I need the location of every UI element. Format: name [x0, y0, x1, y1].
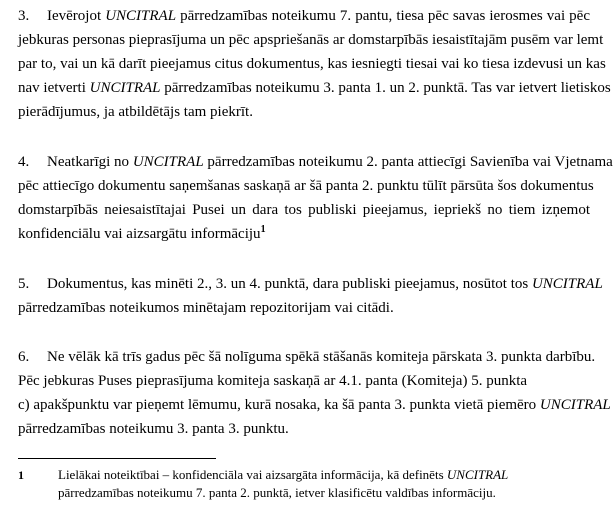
footnote: [18, 466, 590, 502]
paragraph-6: [18, 345, 611, 441]
footnote-separator: [18, 458, 216, 459]
paragraph-5: [18, 272, 603, 320]
paragraph-line: 5. Dokumentus, kas minēti 2., 3. un 4. punktā, dara publiski pieejamus, nosūtot tos UNCITRAL: [18, 272, 590, 296]
paragraph-line: konfidenciālu vai aizsargātu informāciju$^1$: [18, 224, 266, 242]
paragraph-line: nav ietverti UNCITRAL pārredzamības noteikumu 3. panta 1. un 2. punktā. Tas var ietvert lietiskos: [18, 80, 611, 96]
paragraph-line: Pēc jebkuras Puses pieprasījuma komiteja saskaņā ar 4.1. panta (Komiteja) 5. punkta: [18, 373, 528, 389]
paragraph-3: [18, 4, 611, 124]
footnote-line: pārredzamības noteikumu 7. panta 2. punktā, ietver klasificētu valdības informāciju.: [58, 485, 496, 500]
paragraph-number: 3.: [18, 8, 30, 24]
footnote-line: Lielākai noteiktībai – konfidenciāla vai aizsargāta informācija, kā definēts UNCITRAL: [58, 467, 509, 482]
paragraph-line: pārredzamības noteikumos minētajam repozitorijam vai citādi.: [18, 300, 394, 316]
paragraph-line: pēc attiecīgo dokumentu saņemšanas saskaņā ar šā panta 2. punktu tūlīt pārsūta šos dokumentus: [18, 178, 594, 194]
paragraph-4: [18, 150, 613, 246]
paragraph-line: pārredzamības noteikumu 3. panta 3. punktu.: [18, 421, 289, 437]
paragraph-line: c) apakšpunktu var pieņemt lēmumu, kurā nosaka, ka šā panta 3. punkta vietā piemēro UNCITRAL: [18, 397, 611, 413]
paragraph-line: 6. Ne vēlāk kā trīs gadus pēc šā nolīguma spēkā stāšanās komiteja pārskata 3. punkta darbību.: [18, 345, 590, 369]
paragraph-line: jebkuras personas pieprasījuma un pēc apspriešanās ar domstarpībās iesaistītajām pusēm var lemt: [18, 32, 604, 48]
footnote-number: 1: [18, 468, 24, 482]
paragraph-line: 3. Ievērojot UNCITRAL pārredzamības noteikumu 7. pantu, tiesa pēc savas ierosmes vai pēc: [18, 4, 590, 28]
paragraph-line: 4. Neatkarīgi no UNCITRAL pārredzamības noteikumu 2. panta attiecīgi Savienība vai Vjetnama: [18, 150, 590, 174]
paragraph-number: 5.: [18, 276, 30, 292]
paragraph-line: pierādījumus, ja atbildētājs tam piekrīt.: [18, 104, 253, 120]
paragraph-number: 6.: [18, 349, 30, 365]
footnote-reference[interactable]: 1: [260, 224, 266, 235]
paragraph-line: par to, vai un kā darīt pieejamus citus dokumentus, kas iesniegti tiesai vai ko tiesa izdevusi un kas: [18, 56, 606, 72]
paragraph-number: 4.: [18, 154, 30, 170]
paragraph-line: domstarpībās neiesaistītajai Pusei un dara tos publiski pieejamus, iepriekš no tiem izņemot: [18, 202, 590, 218]
